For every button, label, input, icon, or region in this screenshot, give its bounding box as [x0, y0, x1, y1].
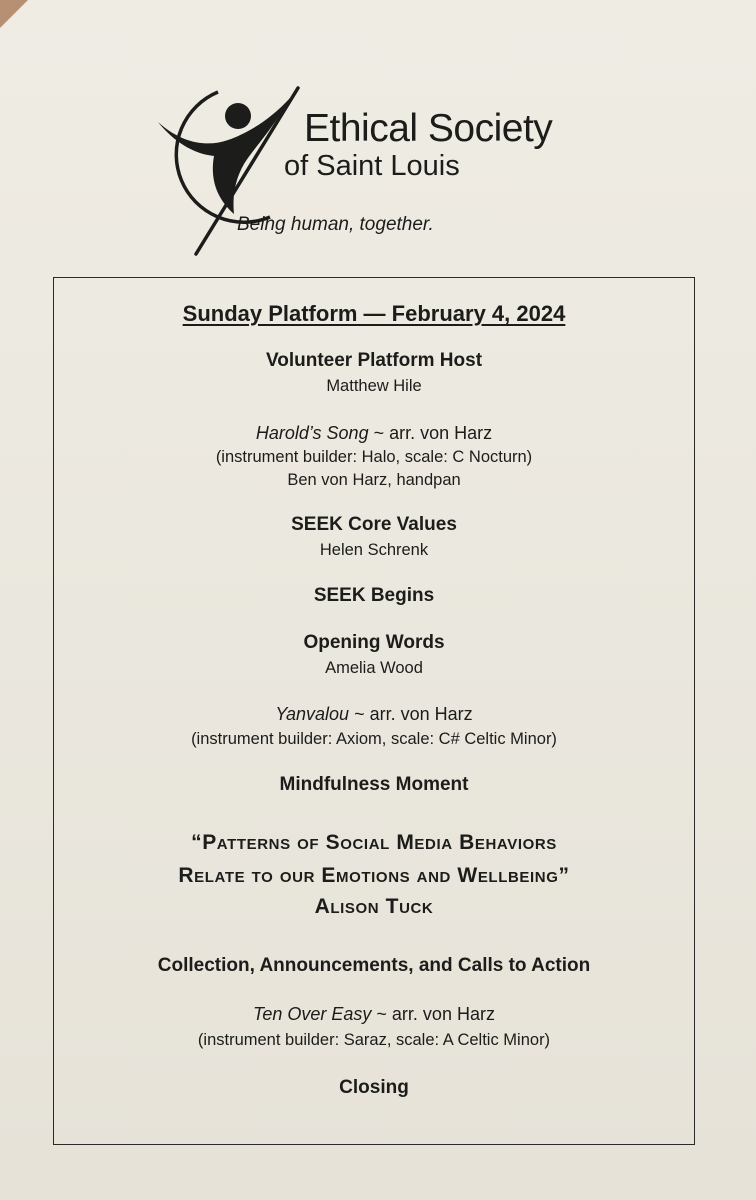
program-title: Sunday Platform — February 4, 2024	[182, 301, 566, 326]
talk-title-line2: Relate to our Emotions and Wellbeing”	[178, 864, 570, 887]
music1-title	[53, 423, 695, 444]
music2-details: (instrument builder: Axiom, scale: C# Celtic Minor)	[191, 730, 557, 748]
mindfulness-moment: Mindfulness Moment	[279, 774, 469, 795]
music1-details: (instrument builder: Halo, scale: C Nocturn)	[215, 448, 533, 466]
music3-details: (instrument builder: Saraz, scale: A Celtic Minor)	[197, 1031, 551, 1049]
collection-heading: Collection, Announcements, and Calls to Action	[157, 955, 591, 976]
org-location: of Saint Louis	[284, 150, 460, 182]
music3-title	[53, 1004, 695, 1025]
opening-words-heading: Opening Words	[303, 632, 445, 653]
folded-corner	[0, 0, 28, 28]
talk-speaker: Alison Tuck	[314, 895, 434, 918]
music1-performer: Ben von Harz, handpan	[287, 471, 461, 489]
music1-arr: ~ arr. von Harz	[368, 423, 493, 443]
talk-title-line1: “Patterns of Social Media Behaviors	[191, 831, 557, 854]
seek-begins: SEEK Begins	[313, 585, 435, 606]
org-name: Ethical Society	[304, 107, 553, 150]
closing: Closing	[339, 1077, 409, 1098]
music2-title	[53, 704, 695, 725]
core-values-heading: SEEK Core Values	[291, 514, 457, 535]
music3-arr: ~ arr. von Harz	[371, 1004, 495, 1024]
music3-piece: Ten Over Easy	[253, 1004, 372, 1024]
tagline: Being human, together.	[237, 214, 434, 235]
music2-piece: Yanvalou	[275, 704, 350, 724]
core-values-name: Helen Schrenk	[319, 541, 429, 559]
music2-arr: ~ arr. von Harz	[349, 704, 473, 724]
opening-words-name: Amelia Wood	[325, 659, 423, 677]
host-heading: Volunteer Platform Host	[265, 350, 483, 371]
music1-piece: Harold’s Song	[255, 423, 369, 443]
host-name: Matthew Hile	[326, 377, 422, 395]
